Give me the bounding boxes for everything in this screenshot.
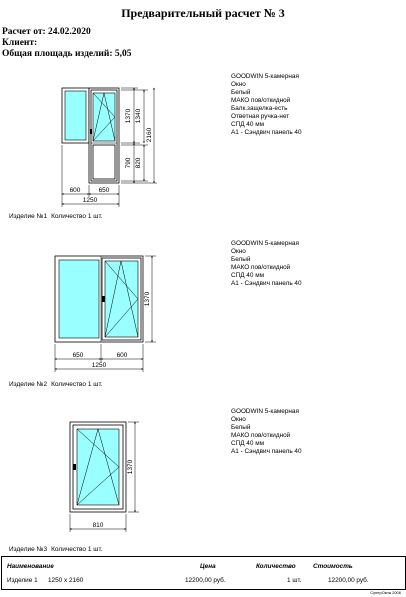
spec-line: МАКО пов/откидной bbox=[231, 432, 291, 439]
item-2-sash-glass bbox=[105, 261, 138, 337]
item-1-drawing bbox=[62, 88, 157, 207]
item-3-drawing bbox=[70, 422, 139, 532]
item-1-door-glass bbox=[93, 93, 115, 141]
dim-810: 810 bbox=[92, 522, 104, 529]
item-2-drawing bbox=[55, 256, 156, 372]
dim-1370: 1370 bbox=[125, 108, 132, 124]
item-2-fixed-glass bbox=[59, 260, 99, 338]
spec-line: СПД 40 мм bbox=[231, 440, 264, 447]
col-price-header: Цена bbox=[200, 563, 216, 570]
spec-line: Белый bbox=[231, 89, 251, 96]
dim-650: 650 bbox=[72, 352, 84, 359]
spec-line: А1 - Сэндвич панель 40 bbox=[231, 280, 302, 287]
spec-line: Балк.защелка-есть bbox=[231, 105, 288, 112]
col-cost-header: Стоимость bbox=[313, 563, 353, 570]
quote-date: Расчет от: 24.02.2020 bbox=[2, 27, 91, 37]
spec-line: Ответная ручка-нет bbox=[231, 113, 290, 120]
price-table bbox=[1, 556, 406, 590]
dim-1370: 1370 bbox=[127, 459, 134, 475]
item-3-sash-glass bbox=[77, 429, 119, 505]
item-1-label: Изделие №1 Количество 1 шт. bbox=[9, 213, 103, 220]
row-name: Изделие 1 bbox=[7, 577, 38, 584]
col-name-header: Наименование bbox=[7, 563, 54, 570]
item-2-handle-icon bbox=[102, 296, 105, 302]
spec-line: Окно bbox=[231, 416, 246, 423]
row-size: 1250 x 2160 bbox=[48, 577, 84, 584]
dim-650: 650 bbox=[98, 187, 110, 194]
row-qty: 1 шт. bbox=[287, 577, 302, 584]
spec-line: Белый bbox=[231, 424, 251, 431]
total-area: Общая площадь изделий: 5,05 bbox=[2, 49, 132, 59]
spec-line: СПД 40 мм bbox=[231, 272, 264, 279]
item-1-handle-icon bbox=[90, 129, 92, 134]
row-price: 12200,00 руб. bbox=[185, 577, 226, 584]
spec-line: Белый bbox=[231, 256, 251, 263]
spec-line: GOODWIN 5-камерная bbox=[231, 408, 299, 415]
spec-line: А1 - Сэндвич панель 40 bbox=[231, 129, 302, 136]
footer-credit: СуперОкна 2006 bbox=[370, 590, 401, 595]
row-cost: 12200,00 руб. bbox=[328, 577, 369, 584]
item-2-label: Изделие №2 Количество 1 шт. bbox=[9, 381, 103, 388]
dim-790: 790 bbox=[125, 157, 132, 169]
item-3-label: Изделие №3 Количество 1 шт. bbox=[9, 546, 103, 553]
dim-1370: 1370 bbox=[144, 291, 151, 307]
spec-line: МАКО пов/откидной bbox=[231, 264, 291, 271]
col-qty-header: Количество bbox=[256, 563, 296, 570]
spec-line: GOODWIN 5-камерная bbox=[231, 73, 299, 80]
spec-line: СПД 40 мм bbox=[231, 121, 264, 128]
dim-1250: 1250 bbox=[82, 197, 98, 204]
spec-line: А1 - Сэндвич панель 40 bbox=[231, 448, 302, 455]
dim-820: 820 bbox=[135, 157, 142, 169]
spec-line: GOODWIN 5-камерная bbox=[231, 240, 299, 247]
client-label: Клиент: bbox=[2, 38, 38, 48]
dim-1250: 1250 bbox=[91, 362, 107, 369]
spec-line: Окно bbox=[231, 248, 246, 255]
item-1-fixed-glass bbox=[65, 91, 86, 140]
spec-line: Окно bbox=[231, 81, 246, 88]
item-1-door-panel bbox=[93, 145, 115, 179]
item-3-handle-icon bbox=[73, 464, 76, 470]
spec-line: МАКО пов/откидной bbox=[231, 97, 291, 104]
dim-2160: 2160 bbox=[146, 127, 153, 143]
dim-600: 600 bbox=[69, 187, 81, 194]
page-title: Предварительный расчет № 3 bbox=[121, 6, 285, 20]
dim-1340: 1340 bbox=[135, 108, 142, 124]
dim-600: 600 bbox=[116, 352, 128, 359]
